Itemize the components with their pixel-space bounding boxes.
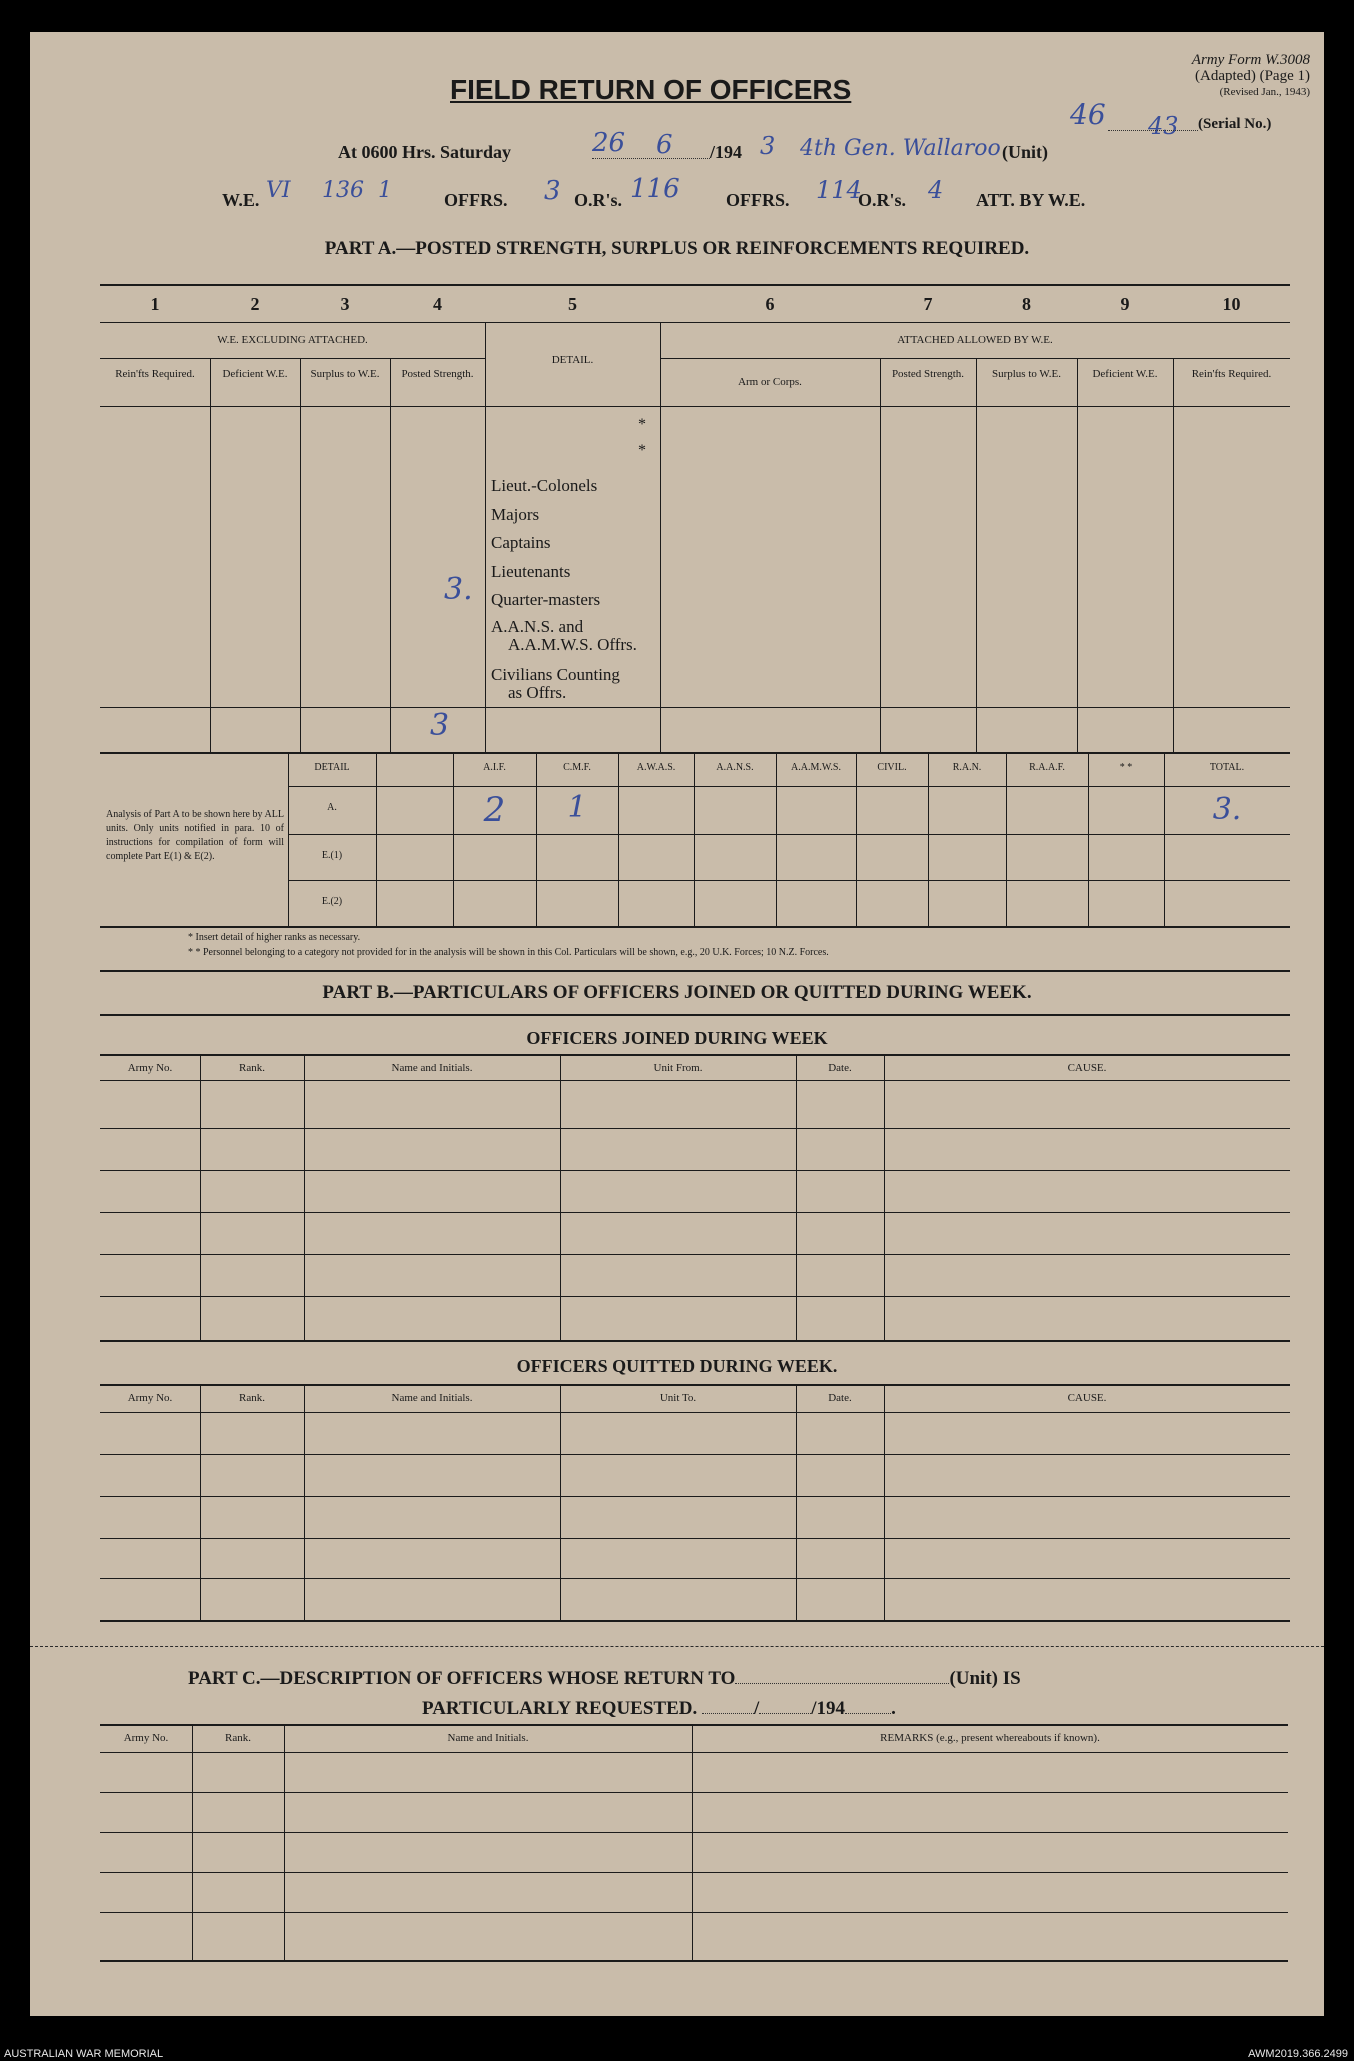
- subheader: Posted Strength.: [891, 368, 965, 380]
- rule: [453, 752, 454, 926]
- rule: [210, 358, 211, 752]
- part-c-title-2: PARTICULARLY REQUESTED. / /194 .: [422, 1698, 896, 1719]
- rule: [304, 1384, 305, 1620]
- part-c-header: Rank.: [225, 1732, 251, 1744]
- joined-header: Name and Initials.: [391, 1062, 473, 1074]
- subheader: Deficient W.E.: [222, 368, 288, 380]
- analysis-header: DETAIL: [314, 762, 350, 773]
- rule: [692, 1724, 693, 1960]
- hand-we-b: 136: [322, 178, 364, 203]
- rule: [100, 1578, 1290, 1579]
- quitted-header: Date.: [828, 1392, 852, 1404]
- rule: [100, 1454, 1290, 1455]
- analysis-header: CIVIL.: [877, 762, 907, 773]
- hand-serial-a: 46: [1070, 98, 1106, 131]
- form-id: Army Form W.3008: [1191, 52, 1310, 68]
- rule: [1164, 752, 1165, 926]
- form-id-block: [1080, 52, 1310, 100]
- part-b-title: PART B.—PARTICULARS OF OFFICERS JOINED OR QUITTED DURING WEEK.: [322, 982, 1032, 1003]
- rule: [1006, 752, 1007, 926]
- quitted-header: Army No.: [127, 1392, 173, 1404]
- analysis-row-label: A.: [327, 802, 337, 813]
- subheader: Rein'fts Required.: [115, 368, 195, 380]
- rule: [100, 1014, 1290, 1016]
- rule: [100, 1254, 1290, 1255]
- footer-accession: AWM2019.366.2499: [1248, 2048, 1348, 2060]
- rule: [100, 970, 1290, 972]
- rule: [694, 752, 695, 926]
- rule: [100, 1296, 1290, 1297]
- rank-item: as Offrs.: [508, 683, 567, 702]
- analysis-header: * *: [1119, 762, 1133, 773]
- rule: [100, 1412, 1290, 1413]
- hand-year: 3: [760, 132, 776, 160]
- rule: [100, 1872, 1288, 1873]
- rule: [100, 1538, 1290, 1539]
- date-dotline: [592, 158, 710, 159]
- rule: [100, 1832, 1288, 1833]
- joined-header: CAUSE.: [1067, 1062, 1107, 1074]
- col-number: 9: [1120, 294, 1130, 314]
- rank-list: [491, 472, 600, 615]
- part-c-header: Name and Initials.: [447, 1732, 529, 1744]
- col-number: 8: [1022, 294, 1031, 314]
- year-label: /194: [710, 142, 743, 162]
- hand-total: 3.: [1212, 792, 1242, 827]
- ors-label-2: O.R's.: [858, 190, 907, 210]
- footer-bar: [0, 2016, 1354, 2061]
- footer-credit: AUSTRALIAN WAR MEMORIAL: [4, 2048, 164, 2060]
- col-number: 10: [1222, 294, 1241, 314]
- serial-dotline: [1108, 130, 1198, 131]
- rule: [796, 1054, 797, 1340]
- analysis-header: C.M.F.: [563, 762, 591, 773]
- rank-item: Lieut.-Colonels: [491, 476, 598, 495]
- rank-item: Civilians Counting: [491, 665, 620, 684]
- detail-header: DETAIL.: [551, 354, 594, 366]
- part-c-header: Army No.: [123, 1732, 169, 1744]
- form-page: [30, 32, 1324, 2016]
- rule: [1173, 358, 1174, 752]
- analysis-header: R.A.A.F.: [1029, 762, 1065, 773]
- date-line-label: At 0600 Hrs. Saturday: [338, 142, 512, 162]
- rule: [884, 1054, 885, 1340]
- quitted-header: Name and Initials.: [391, 1392, 473, 1404]
- rule: [884, 1384, 885, 1620]
- hand-day: 26: [592, 128, 626, 158]
- rule: [100, 1212, 1290, 1213]
- rank-item: Majors: [491, 504, 540, 524]
- date-dotline: [845, 1713, 891, 1714]
- form-adapted: (Adapted) (Page 1): [1195, 68, 1310, 84]
- rank-item: Captains: [491, 533, 551, 552]
- rule: [200, 1384, 201, 1620]
- analysis-note: Analysis of Part A to be shown here by ALL units. Only units notified in para. 10 of instructions for compilation of form will complete Part E(1) & E(2).: [106, 809, 284, 862]
- rank-item: A.A.M.W.S. Offrs.: [508, 635, 637, 654]
- rule: [560, 1384, 561, 1620]
- footnote-2: * * Personnel belonging to a category not provided for in the analysis will be shown in this Col. Particulars will be shown, e.g., 20 U.K. Forces; 10 N.Z. Forces.: [188, 947, 829, 958]
- quitted-header: Rank.: [239, 1392, 265, 1404]
- rank-item-civilians: [491, 666, 620, 702]
- rule: [976, 358, 977, 752]
- unit-dotline: [735, 1683, 949, 1684]
- rule: [100, 1080, 1290, 1081]
- analysis-header: TOTAL.: [1209, 762, 1245, 773]
- rule: [100, 358, 485, 359]
- hand-unit: 4th Gen. Wallaroo: [800, 136, 1001, 161]
- rank-item: Lieutenants: [491, 561, 571, 581]
- hand-month: 6: [656, 130, 673, 160]
- quitted-header: Unit To.: [659, 1392, 697, 1404]
- rule: [796, 1384, 797, 1620]
- hand-att-offrs: 114: [816, 176, 862, 204]
- form-revised: (Revised Jan., 1943): [1219, 86, 1310, 98]
- rule: [376, 752, 377, 926]
- rule: [1088, 752, 1089, 926]
- date-dotline: [702, 1713, 754, 1714]
- rule: [100, 1384, 1290, 1386]
- col-number: 1: [150, 294, 160, 314]
- unit-label: (Unit): [1002, 142, 1048, 162]
- part-c-line2-date: /194: [811, 1698, 846, 1719]
- rule: [928, 752, 929, 926]
- quitted-header: CAUSE.: [1067, 1392, 1107, 1404]
- rule: [100, 1752, 1288, 1753]
- hand-we-c: 1: [378, 178, 392, 203]
- hand-posted-total: 3: [430, 708, 450, 743]
- hand-att-ors: 4: [928, 176, 944, 204]
- footnote-1: * Insert detail of higher ranks as necessary.: [188, 932, 361, 943]
- rule: [288, 834, 1290, 835]
- rule: [284, 1724, 285, 1960]
- rule: [100, 926, 1290, 928]
- subheader: Arm or Corps.: [738, 376, 802, 388]
- col-number: 4: [433, 294, 442, 314]
- rule: [100, 1340, 1290, 1342]
- part-c-header: REMARKS (e.g., present whereabouts if known).: [880, 1732, 1100, 1744]
- joined-header: Unit From.: [653, 1062, 703, 1074]
- offrs-label: OFFRS.: [444, 190, 508, 210]
- rule: [536, 752, 537, 926]
- quitted-title: OFFICERS QUITTED DURING WEEK.: [516, 1356, 838, 1376]
- subheader: Rein'fts Required.: [1191, 368, 1272, 380]
- rule: [300, 358, 301, 752]
- rule: [618, 752, 619, 926]
- att-by-we-label: ATT. BY W.E.: [976, 190, 1086, 210]
- analysis-header: R.A.N.: [952, 762, 982, 773]
- rule: [776, 752, 777, 926]
- hand-serial-b: 43: [1148, 112, 1179, 140]
- rule: [100, 1620, 1290, 1622]
- serial-label: (Serial No.): [1198, 116, 1272, 132]
- rule: [1077, 358, 1078, 752]
- perforation-line: [30, 1646, 1324, 1647]
- joined-header: Rank.: [239, 1062, 265, 1074]
- rank-item: Quarter-masters: [491, 590, 601, 609]
- rule: [100, 284, 1290, 286]
- analysis-header: A.A.M.W.S.: [791, 762, 841, 773]
- hand-cmf: 1: [567, 790, 587, 825]
- rule: [100, 1128, 1290, 1129]
- rule: [856, 752, 857, 926]
- attached-group-header: ATTACHED ALLOWED BY W.E.: [897, 334, 1053, 346]
- rank-item: A.A.N.S. and: [491, 617, 584, 636]
- subheader: Surplus to W.E.: [310, 368, 380, 380]
- analysis-row-label: E.(2): [321, 896, 343, 907]
- col-number: 7: [923, 294, 933, 314]
- we-group-header: W.E. EXCLUDING ATTACHED.: [217, 334, 368, 346]
- ors-label-1: O.R's.: [574, 190, 623, 210]
- page-title: FIELD RETURN OF OFFICERS: [450, 74, 852, 105]
- rule: [100, 1170, 1290, 1171]
- part-c-title-1: [188, 1668, 1021, 1690]
- rule: [100, 752, 1290, 754]
- rule: [200, 1054, 201, 1340]
- subheader: Surplus to W.E.: [991, 368, 1062, 380]
- rule: [100, 406, 1290, 407]
- rule: [485, 322, 486, 752]
- analysis-header: A.I.F.: [483, 762, 506, 773]
- rule: [880, 358, 881, 752]
- part-c-line1-end: (Unit) IS: [949, 1668, 1021, 1689]
- hand-lieutenants: 3.: [444, 572, 473, 607]
- rule: [304, 1054, 305, 1340]
- asterisk: *: [638, 416, 646, 433]
- rule: [560, 1054, 561, 1340]
- rule: [100, 1912, 1288, 1913]
- subheader: Deficient W.E.: [1092, 368, 1158, 380]
- rule: [288, 880, 1290, 881]
- att-offrs-label: OFFRS.: [726, 190, 790, 210]
- rule: [288, 786, 1290, 787]
- part-a-title: PART A.—POSTED STRENGTH, SURPLUS OR REINFORCEMENTS REQUIRED.: [324, 238, 1030, 259]
- asterisk: *: [638, 442, 646, 459]
- col-number: 5: [568, 294, 577, 314]
- part-c-line2: PARTICULARLY REQUESTED.: [422, 1698, 698, 1719]
- hand-aif: 2: [483, 790, 506, 830]
- hand-we-a: VI: [266, 178, 291, 203]
- joined-header: Army No.: [127, 1062, 173, 1074]
- joined-header: Date.: [828, 1062, 852, 1074]
- date-dotline: [759, 1713, 811, 1714]
- rule: [100, 1054, 1290, 1056]
- hand-offrs: 3: [544, 176, 561, 206]
- rule: [100, 1960, 1288, 1962]
- rule: [660, 358, 1290, 359]
- rank-item-nursing: [491, 618, 637, 654]
- rule: [100, 322, 1290, 323]
- hand-ors: 116: [630, 174, 680, 204]
- rule: [100, 707, 1290, 708]
- rule: [100, 1724, 1288, 1726]
- rule: [100, 1496, 1290, 1497]
- analysis-header: A.A.N.S.: [716, 762, 754, 773]
- analysis-header: A.W.A.S.: [636, 762, 676, 773]
- analysis-row-label: E.(1): [321, 850, 343, 861]
- we-label: W.E.: [222, 190, 260, 210]
- rule: [100, 1792, 1288, 1793]
- subheader: Posted Strength.: [401, 368, 474, 380]
- rule: [192, 1724, 193, 1960]
- part-c-line1: PART C.—DESCRIPTION OF OFFICERS WHOSE RETURN TO: [188, 1668, 736, 1689]
- col-number: 3: [340, 294, 350, 314]
- col-number: 2: [250, 294, 260, 314]
- joined-title: OFFICERS JOINED DURING WEEK: [526, 1028, 828, 1048]
- rule: [390, 358, 391, 752]
- col-number: 6: [765, 294, 775, 314]
